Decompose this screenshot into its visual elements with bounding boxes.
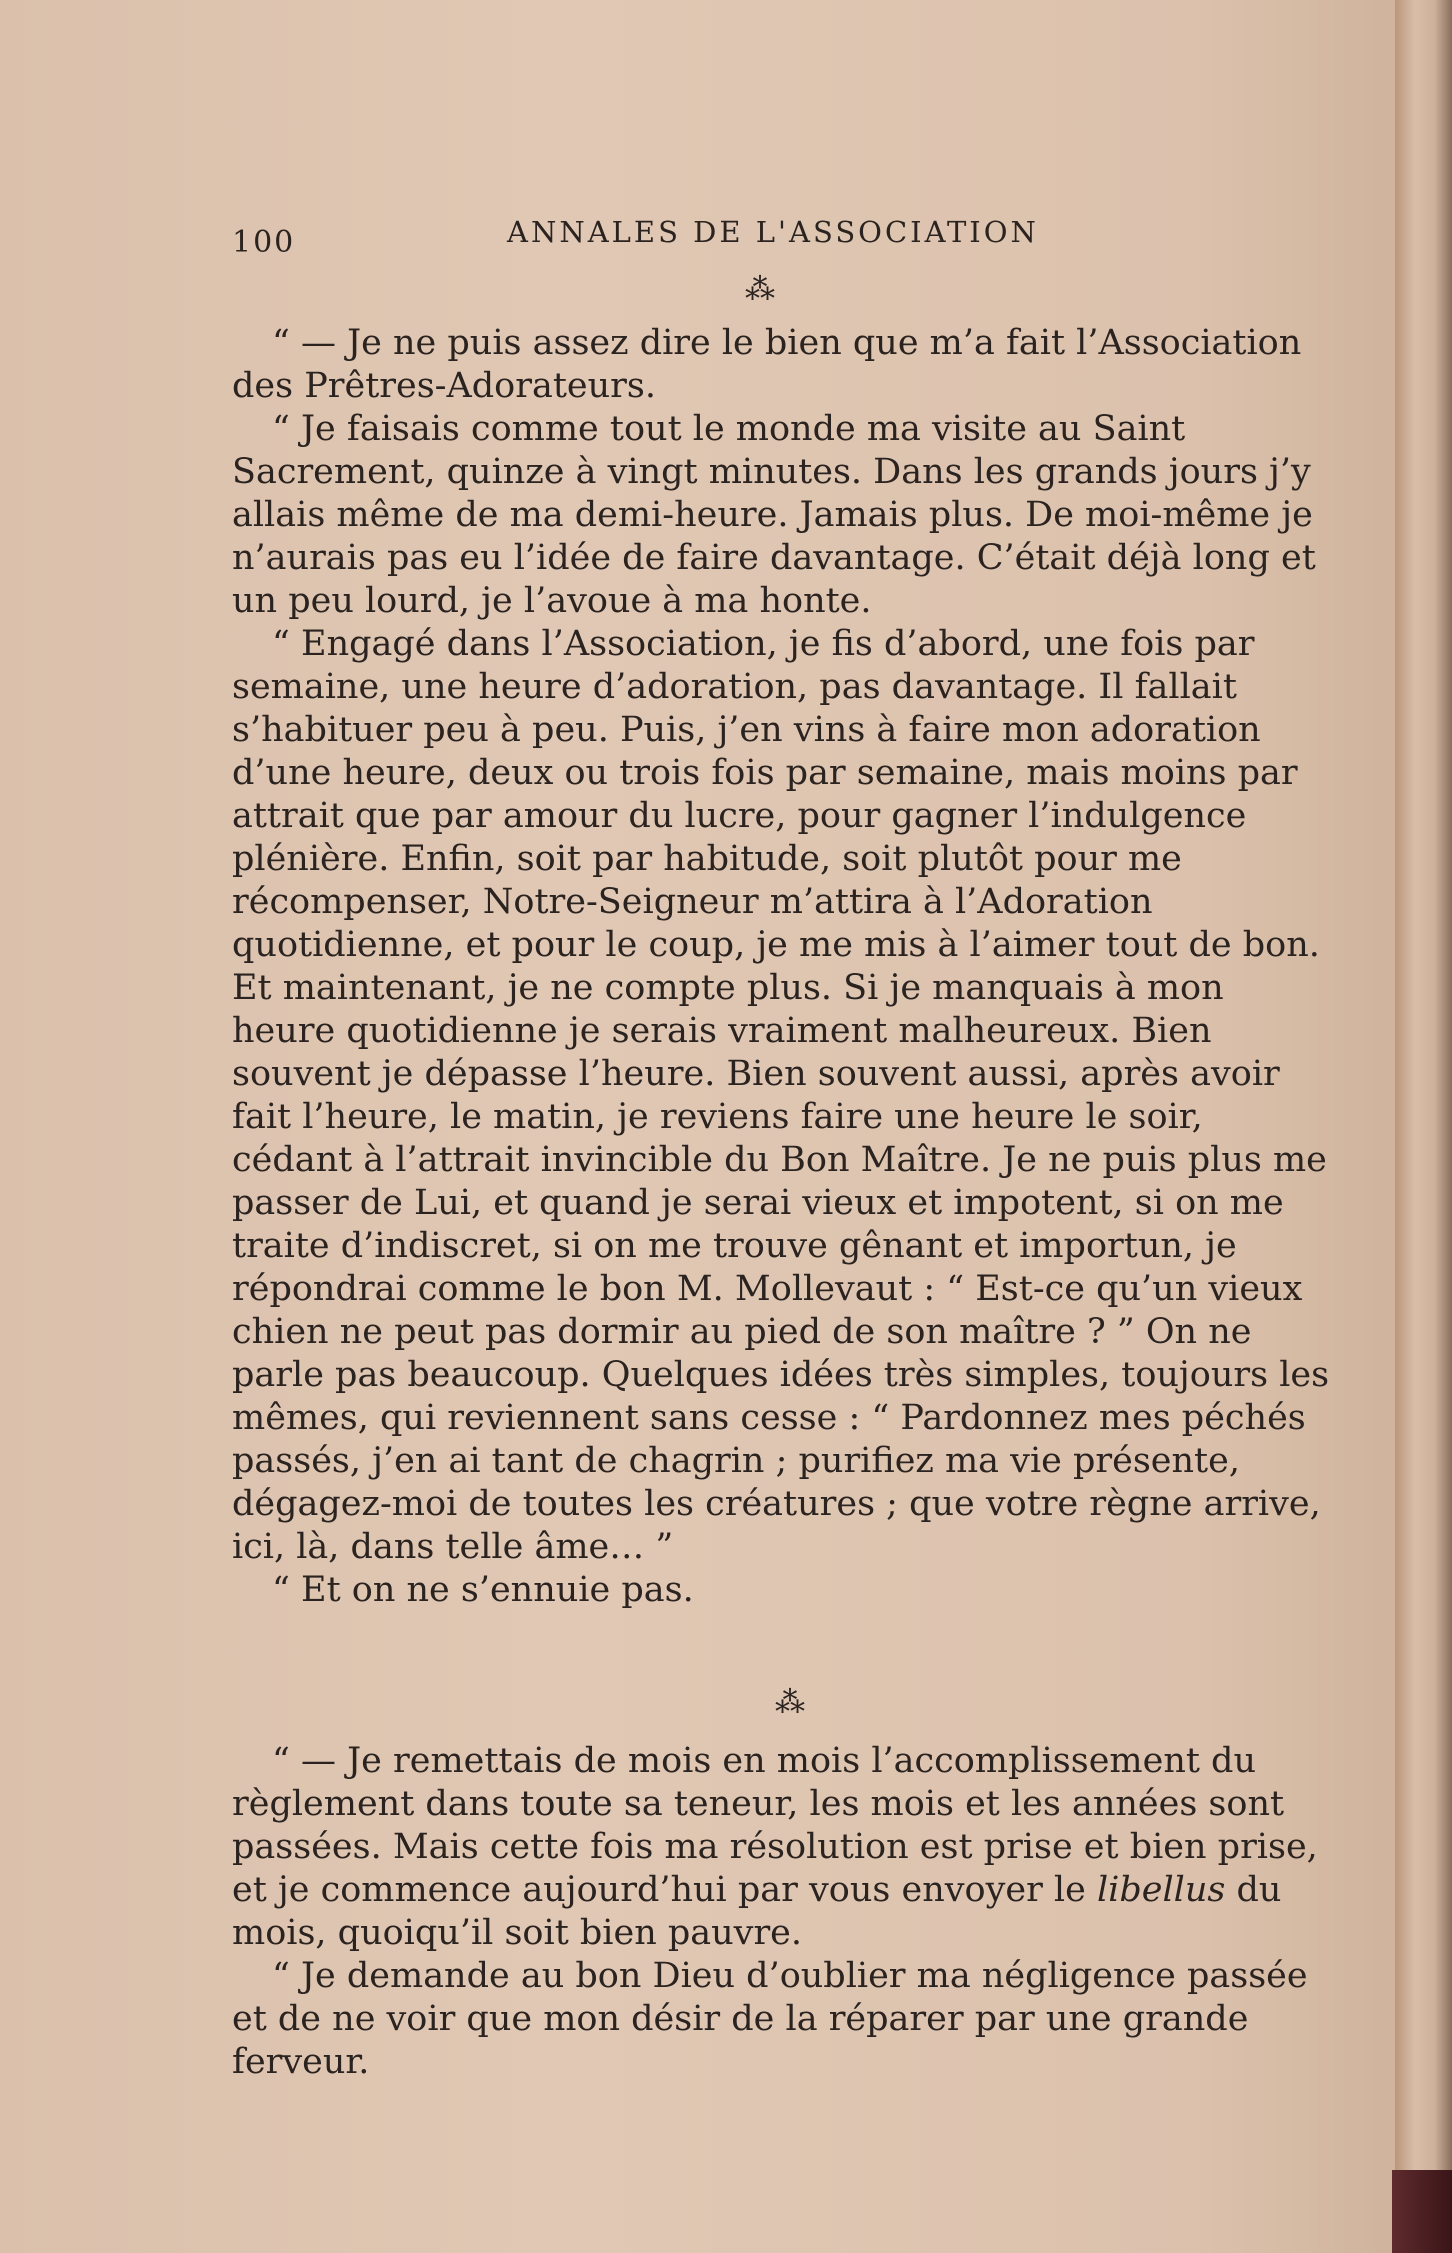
paragraph: “ Je faisais comme tout le monde ma visite au Saint Sacrement, quinze à vingt minutes. Dans les grands jours j’y allais même de ma demi-heure. Jamais plus. De moi-même je n’aurais pas eu l’idée de faire davantage. C’était déjà long et un peu lourd, je l’avoue à ma honte. bbox=[232, 409, 1316, 621]
paragraph-text: du mois, quoiqu’il soit bien pauvre. bbox=[232, 1870, 1282, 1953]
book-gutter bbox=[1395, 0, 1452, 2253]
section-1 bbox=[232, 322, 1332, 1612]
section-separator: ⁂ bbox=[775, 1685, 805, 1720]
paragraph: “ Engagé dans l’Association, je fis d’abord, une fois par semaine, une heure d’adoration, pas davantage. Il fallait s’habituer peu à peu. Puis, j’en vins à faire mon adoration d’une heure, deux ou trois fois par semaine, mais moins par attrait que par amour du lucre, pour gagner l’indulgence plénière. Enfin, soit par habitude, soit plutôt pour me récompenser, Notre-Seigneur m’attira à l’Adoration quotidienne, et pour le coup, je me mis à l’aimer tout de bon. Et maintenant, je ne compte plus. Si je manquais à mon heure quotidienne je serais vraiment malheureux. Bien souvent je dépasse l’heure. Bien souvent aussi, après avoir fait l’heure, le matin, je reviens faire une heure le soir, cédant à l’attrait invincible du Bon Maître. Je ne puis plus me passer de Lui, et quand je serai vieux et impotent, si on me traite d’indiscret, si on me trouve gênant et importun, je répondrai comme le bon M. Mollevaut : “ Est-ce qu’un vieux chien ne peut pas dormir au pied de son maître ? ” On ne parle pas beaucoup. Quelques idées très simples, toujours les mêmes, qui reviennent sans cesse : “ Pardonnez mes péchés passés, j’en ai tant de chagrin ; purifiez ma vie présente, dégagez-moi de toutes les créatures ; que votre règne arrive, ici, là, dans telle âme… ” bbox=[232, 624, 1330, 1567]
paragraph: “ Je demande au bon Dieu d’oublier ma négligence passée et de ne voir que mon désir de la réparer par une grande ferveur. bbox=[232, 1956, 1308, 2082]
running-title: ANNALES DE L'ASSOCIATION bbox=[507, 215, 1039, 249]
paragraph-text: “ — Je remettais de mois en mois l’accomplissement du règlement dans toute sa teneur, les mois et les années sont passées. Mais cette fois ma résolution est prise et bien prise, et je commence aujourd’hui par vous envoyer le bbox=[232, 1741, 1318, 1910]
paragraph: “ — Je ne puis assez dire le bien que m’a fait l’Association des Prêtres-Adorateurs. bbox=[232, 323, 1302, 406]
italic-term: libellus bbox=[1096, 1870, 1226, 1910]
paragraph bbox=[232, 1740, 1332, 1955]
page-number: 100 bbox=[232, 225, 296, 260]
section-separator: ⁂ bbox=[745, 272, 775, 307]
section-2 bbox=[232, 1740, 1332, 2084]
binding-edge bbox=[1392, 2170, 1452, 2253]
page-header bbox=[232, 205, 1052, 265]
paragraph: “ Et on ne s’ennuie pas. bbox=[272, 1570, 694, 1610]
